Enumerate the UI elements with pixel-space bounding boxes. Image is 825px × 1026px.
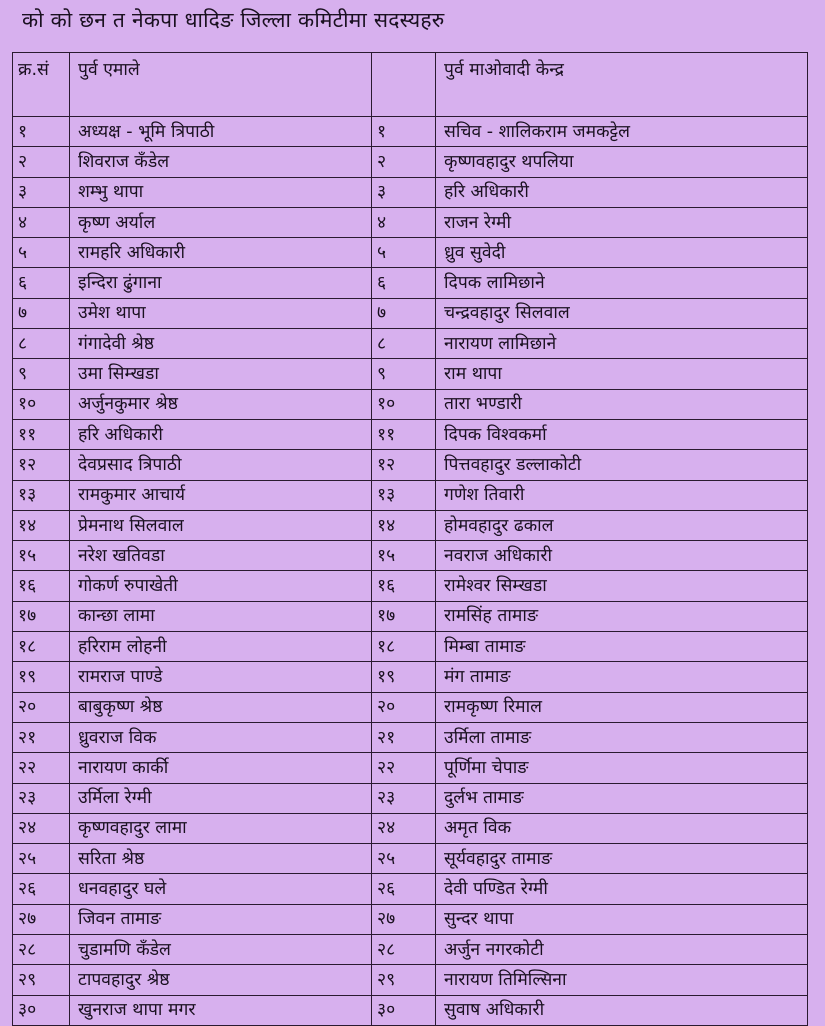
former-maoist-member-cell: हरि अधिकारी bbox=[436, 177, 808, 207]
former-uml-member-cell: नरेश खतिवडा bbox=[70, 541, 372, 571]
table-row bbox=[13, 662, 808, 692]
former-maoist-member-cell: पूर्णिमा चेपाङ bbox=[436, 753, 808, 783]
table-row bbox=[13, 480, 808, 510]
table-row bbox=[13, 601, 808, 631]
former-uml-member-cell: बाबुकृष्ण श्रेष्ठ bbox=[70, 692, 372, 722]
former-maoist-member-cell: दुर्लभ तामाङ bbox=[436, 783, 808, 813]
serial-number-cell: ५ bbox=[372, 238, 436, 268]
table-row bbox=[13, 359, 808, 389]
former-maoist-member-cell: राम थापा bbox=[436, 359, 808, 389]
table-row bbox=[13, 965, 808, 995]
serial-number-cell: १५ bbox=[13, 541, 70, 571]
table-row bbox=[13, 389, 808, 419]
former-maoist-member-cell: नारायण तिमिल्सिना bbox=[436, 965, 808, 995]
serial-number-cell: १९ bbox=[372, 662, 436, 692]
former-maoist-member-cell: अमृत विक bbox=[436, 813, 808, 843]
former-uml-member-cell: गंगादेवी श्रेष्ठ bbox=[70, 329, 372, 359]
former-maoist-member-cell: नारायण लामिछाने bbox=[436, 329, 808, 359]
header-former-maoist-centre: पुर्व माओवादी केन्द्र bbox=[436, 53, 808, 117]
header-serial: क्र.सं bbox=[13, 53, 70, 117]
former-maoist-member-cell: मिम्बा तामाङ bbox=[436, 632, 808, 662]
table-row bbox=[13, 722, 808, 752]
former-maoist-member-cell: होमवहादुर ढकाल bbox=[436, 510, 808, 540]
former-maoist-member-cell: तारा भण्डारी bbox=[436, 389, 808, 419]
former-uml-member-cell: अर्जुनकुमार श्रेष्ठ bbox=[70, 389, 372, 419]
serial-number-cell: २४ bbox=[372, 813, 436, 843]
serial-number-cell: २३ bbox=[372, 783, 436, 813]
former-uml-member-cell: ध्रुवराज विक bbox=[70, 722, 372, 752]
table-row bbox=[13, 298, 808, 328]
serial-number-cell: १४ bbox=[372, 510, 436, 540]
former-uml-member-cell: कृष्ण अर्याल bbox=[70, 207, 372, 237]
table-row bbox=[13, 177, 808, 207]
former-uml-member-cell: चुडामणि कँडेल bbox=[70, 935, 372, 965]
former-maoist-member-cell: रामेश्वर सिम्खडा bbox=[436, 571, 808, 601]
serial-number-cell: २१ bbox=[372, 722, 436, 752]
table-row bbox=[13, 813, 808, 843]
former-uml-member-cell: इन्दिरा ढुंगाना bbox=[70, 268, 372, 298]
serial-number-cell: ९ bbox=[13, 359, 70, 389]
serial-number-cell: २७ bbox=[372, 904, 436, 934]
former-uml-member-cell: हरि अधिकारी bbox=[70, 419, 372, 449]
table-row bbox=[13, 935, 808, 965]
committee-members-table bbox=[12, 52, 808, 1026]
table-row bbox=[13, 147, 808, 177]
serial-number-cell: २५ bbox=[372, 844, 436, 874]
former-maoist-member-cell: देवी पण्डित रेग्मी bbox=[436, 874, 808, 904]
former-uml-member-cell: कान्छा लामा bbox=[70, 601, 372, 631]
serial-number-cell: १ bbox=[372, 117, 436, 147]
serial-number-cell: १३ bbox=[372, 480, 436, 510]
table-row bbox=[13, 117, 808, 147]
former-uml-member-cell: कृष्णवहादुर लामा bbox=[70, 813, 372, 843]
serial-number-cell: ६ bbox=[13, 268, 70, 298]
table-row bbox=[13, 844, 808, 874]
serial-number-cell: ३० bbox=[372, 995, 436, 1025]
former-uml-member-cell: रामहरि अधिकारी bbox=[70, 238, 372, 268]
former-uml-member-cell: प्रेमनाथ सिलवाल bbox=[70, 510, 372, 540]
table-row bbox=[13, 874, 808, 904]
former-maoist-member-cell: नवराज अधिकारी bbox=[436, 541, 808, 571]
serial-number-cell: ११ bbox=[13, 419, 70, 449]
serial-number-cell: २८ bbox=[13, 935, 70, 965]
serial-number-cell: ७ bbox=[372, 298, 436, 328]
former-maoist-member-cell: मंग तामाङ bbox=[436, 662, 808, 692]
former-uml-member-cell: उमेश थापा bbox=[70, 298, 372, 328]
former-uml-member-cell: जिवन तामाङ bbox=[70, 904, 372, 934]
serial-number-cell: १९ bbox=[13, 662, 70, 692]
serial-number-cell: २३ bbox=[13, 783, 70, 813]
serial-number-cell: २६ bbox=[13, 874, 70, 904]
former-maoist-member-cell: ध्रुव सुवेदी bbox=[436, 238, 808, 268]
serial-number-cell: १२ bbox=[372, 450, 436, 480]
former-maoist-member-cell: दिपक लामिछाने bbox=[436, 268, 808, 298]
former-maoist-member-cell: रामकृष्ण रिमाल bbox=[436, 692, 808, 722]
table-row bbox=[13, 207, 808, 237]
serial-number-cell: २७ bbox=[13, 904, 70, 934]
former-uml-member-cell: गोकर्ण रुपाखेती bbox=[70, 571, 372, 601]
former-maoist-member-cell: सचिव - शालिकराम जमकट्टेल bbox=[436, 117, 808, 147]
former-maoist-member-cell: चन्द्रवहादुर सिलवाल bbox=[436, 298, 808, 328]
former-maoist-member-cell: राजन रेग्मी bbox=[436, 207, 808, 237]
former-maoist-member-cell: अर्जुन नगरकोटी bbox=[436, 935, 808, 965]
former-uml-member-cell: रामकुमार आचार्य bbox=[70, 480, 372, 510]
serial-number-cell: २९ bbox=[372, 965, 436, 995]
serial-number-cell: २८ bbox=[372, 935, 436, 965]
former-uml-member-cell: हरिराम लोहनी bbox=[70, 632, 372, 662]
table-body bbox=[13, 117, 808, 1026]
former-uml-member-cell: उमा सिम्खडा bbox=[70, 359, 372, 389]
table-row bbox=[13, 541, 808, 571]
serial-number-cell: २५ bbox=[13, 844, 70, 874]
former-maoist-member-cell: सूर्यवहादुर तामाङ bbox=[436, 844, 808, 874]
serial-number-cell: १४ bbox=[13, 510, 70, 540]
serial-number-cell: २९ bbox=[13, 965, 70, 995]
former-uml-member-cell: टापवहादुर श्रेष्ठ bbox=[70, 965, 372, 995]
serial-number-cell: ८ bbox=[372, 329, 436, 359]
table-row bbox=[13, 692, 808, 722]
serial-number-cell: २४ bbox=[13, 813, 70, 843]
table-row bbox=[13, 238, 808, 268]
former-uml-member-cell: शिवराज कँडेल bbox=[70, 147, 372, 177]
former-maoist-member-cell: कृष्णवहादुर थपलिया bbox=[436, 147, 808, 177]
former-maoist-member-cell: दिपक विश्वकर्मा bbox=[436, 419, 808, 449]
serial-number-cell: १३ bbox=[13, 480, 70, 510]
table-row bbox=[13, 419, 808, 449]
serial-number-cell: ३ bbox=[13, 177, 70, 207]
serial-number-cell: १८ bbox=[13, 632, 70, 662]
serial-number-cell: १६ bbox=[13, 571, 70, 601]
former-maoist-member-cell: सुन्दर थापा bbox=[436, 904, 808, 934]
table-row bbox=[13, 783, 808, 813]
former-maoist-member-cell: उर्मिला तामाङ bbox=[436, 722, 808, 752]
table-row bbox=[13, 904, 808, 934]
serial-number-cell: ३ bbox=[372, 177, 436, 207]
page-title: को को छन त नेकपा धादिङ जिल्ला कमिटीमा सदस्यहरु bbox=[22, 8, 445, 32]
table-row bbox=[13, 571, 808, 601]
former-maoist-member-cell: रामसिंह तामाङ bbox=[436, 601, 808, 631]
serial-number-cell: २१ bbox=[13, 722, 70, 752]
serial-number-cell: २० bbox=[13, 692, 70, 722]
serial-number-cell: १८ bbox=[372, 632, 436, 662]
serial-number-cell: २२ bbox=[372, 753, 436, 783]
serial-number-cell: १६ bbox=[372, 571, 436, 601]
former-uml-member-cell: धनवहादुर घले bbox=[70, 874, 372, 904]
serial-number-cell: २ bbox=[372, 147, 436, 177]
header-serial-right bbox=[372, 53, 436, 117]
former-uml-member-cell: उर्मिला रेग्मी bbox=[70, 783, 372, 813]
serial-number-cell: ५ bbox=[13, 238, 70, 268]
header-former-uml: पुर्व एमाले bbox=[70, 53, 372, 117]
former-uml-member-cell: सरिता श्रेष्ठ bbox=[70, 844, 372, 874]
serial-number-cell: ३० bbox=[13, 995, 70, 1025]
serial-number-cell: ४ bbox=[372, 207, 436, 237]
serial-number-cell: १० bbox=[13, 389, 70, 419]
table-row bbox=[13, 510, 808, 540]
serial-number-cell: ११ bbox=[372, 419, 436, 449]
serial-number-cell: १ bbox=[13, 117, 70, 147]
former-maoist-member-cell: गणेश तिवारी bbox=[436, 480, 808, 510]
serial-number-cell: २२ bbox=[13, 753, 70, 783]
former-uml-member-cell: देवप्रसाद त्रिपाठी bbox=[70, 450, 372, 480]
former-uml-member-cell: नारायण कार्की bbox=[70, 753, 372, 783]
table-row bbox=[13, 268, 808, 298]
former-uml-member-cell: अध्यक्ष - भूमि त्रिपाठी bbox=[70, 117, 372, 147]
serial-number-cell: ८ bbox=[13, 329, 70, 359]
serial-number-cell: १५ bbox=[372, 541, 436, 571]
serial-number-cell: २ bbox=[13, 147, 70, 177]
former-maoist-member-cell: सुवाष अधिकारी bbox=[436, 995, 808, 1025]
former-uml-member-cell: शम्भु थापा bbox=[70, 177, 372, 207]
serial-number-cell: ६ bbox=[372, 268, 436, 298]
serial-number-cell: ७ bbox=[13, 298, 70, 328]
serial-number-cell: १२ bbox=[13, 450, 70, 480]
table-row bbox=[13, 753, 808, 783]
former-uml-member-cell: खुनराज थापा मगर bbox=[70, 995, 372, 1025]
serial-number-cell: १७ bbox=[372, 601, 436, 631]
former-uml-member-cell: रामराज पाण्डे bbox=[70, 662, 372, 692]
table-header-row bbox=[13, 53, 808, 117]
serial-number-cell: २० bbox=[372, 692, 436, 722]
serial-number-cell: ४ bbox=[13, 207, 70, 237]
table-row bbox=[13, 995, 808, 1025]
table-row bbox=[13, 450, 808, 480]
serial-number-cell: २६ bbox=[372, 874, 436, 904]
serial-number-cell: १० bbox=[372, 389, 436, 419]
serial-number-cell: १७ bbox=[13, 601, 70, 631]
former-maoist-member-cell: पित्तवहादुर डल्लाकोटी bbox=[436, 450, 808, 480]
table-row bbox=[13, 632, 808, 662]
serial-number-cell: ९ bbox=[372, 359, 436, 389]
table-row bbox=[13, 329, 808, 359]
